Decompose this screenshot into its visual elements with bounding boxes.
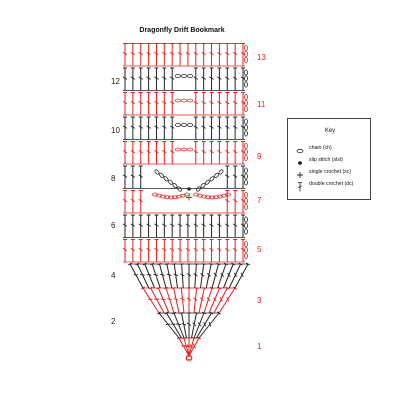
double-crochet-stitch [162,117,166,140]
double-crochet-stitch [139,44,143,67]
double-crochet-stitch [202,215,206,238]
double-crochet-stitch [194,68,198,91]
double-crochet-stitch [202,68,206,91]
chain-stitch [245,174,248,179]
chain-stitch [245,241,248,246]
chain-stitch [181,124,186,127]
double-crochet-stitch [170,68,174,91]
double-crochet-stitch [154,117,158,140]
double-crochet-stitch [217,44,221,67]
double-crochet-stitch [186,240,190,263]
double-crochet-stitch [123,215,127,238]
chain-stitch [175,99,180,102]
double-crochet-stitch [233,44,237,67]
double-crochet-stitch [123,68,127,91]
key-item-single-crochet [294,167,370,177]
double-crochet-stitch [217,240,221,263]
double-crochet-stitch [170,93,174,116]
chain-stitch [245,204,248,209]
double-crochet-stitch [123,191,127,214]
double-crochet-stitch [131,142,135,165]
double-crochet-stitch [235,263,250,288]
key-item-chain [294,143,370,153]
chain-stitch [175,75,180,78]
double-crochet-stitch [162,240,166,263]
double-crochet-stitch [194,215,198,238]
double-crochet-stitch [136,263,149,288]
double-crochet-stitch [225,215,229,238]
chain-stitch [245,149,248,154]
double-crochet-stitch [131,68,135,91]
row-number-left: 8 [111,174,116,183]
double-crochet-stitch [217,215,221,238]
double-crochet-stitch [154,44,158,67]
chain-stitch [245,76,248,81]
double-crochet-stitch [154,93,158,116]
double-crochet-stitch [210,44,214,67]
double-crochet-stitch [194,44,198,67]
chain-stitch [181,148,186,151]
key-label-slip-stitch: slip stitch (slst) [309,157,344,163]
double-crochet-stitch [162,44,166,67]
double-crochet-stitch [150,263,160,288]
double-crochet-stitch [154,215,158,238]
double-crochet-stitch [233,191,237,214]
double-crochet-stitch [139,68,143,91]
chain-stitch [245,168,248,173]
double-crochet-stitch [162,215,166,238]
chain-stitch [187,124,192,127]
double-crochet-stitch [202,117,206,140]
key-label-double-crochet: double crochet (dc) [309,181,354,187]
chain-stitch [245,253,248,258]
double-crochet-stitch [147,215,151,238]
double-crochet-stitch [210,68,214,91]
row-number-right: 7 [257,196,262,205]
double-crochet-stitch [139,215,143,238]
row-number-left: 12 [111,77,120,86]
chain-stitch [177,186,183,192]
double-crochet-stitch [147,93,151,116]
key-item-double-crochet [294,179,370,189]
double-crochet-stitch [187,288,191,313]
key-label-chain: chain (ch) [309,145,332,151]
double-crochet-stitch [194,288,199,313]
chain-stitch [245,223,248,228]
double-crochet-stitch [139,240,143,263]
double-crochet-stitch [225,166,229,189]
double-crochet-stitch [225,93,229,116]
double-crochet-stitch [154,240,158,263]
double-crochet-stitch [210,215,214,238]
double-crochet-stitch [123,142,127,165]
double-crochet-stitch [147,240,151,263]
double-crochet-stitch [187,264,191,288]
chain-stitch [245,131,248,136]
chain-stitch [245,180,248,185]
double-crochet-stitch [217,93,221,116]
slip-stitch [187,187,191,190]
chain-stitch [245,82,248,87]
double-crochet-stitch [204,287,214,313]
double-crochet-stitch [139,93,143,116]
double-crochet-stitch [210,240,214,263]
double-crochet-stitch [192,313,199,338]
double-crochet-stitch [131,44,135,67]
double-crochet-stitch [233,166,237,189]
double-crochet-stitch [233,215,237,238]
double-crochet-stitch [139,142,143,165]
double-crochet-stitch [123,166,127,189]
double-crochet-stitch [225,117,229,140]
chain-stitch [245,125,248,130]
double-crochet-stitch [210,142,214,165]
double-crochet-stitch [233,142,237,165]
double-crochet-stitch [218,263,228,288]
double-crochet-stitch [187,313,191,338]
double-crochet-stitch [194,93,198,116]
chain-stitch [245,51,248,56]
double-crochet-stitch [164,287,174,313]
chain-stitch [245,100,248,105]
double-crochet-stitch [229,263,242,288]
chain-icon [294,143,306,153]
double-crochet-stitch [131,191,135,214]
double-crochet-stitch [194,240,198,263]
double-crochet-stitch [233,68,237,91]
chain-stitch [245,247,248,252]
double-crochet-stitch [139,166,143,189]
chain-stitch [245,155,248,160]
double-crochet-stitch [141,287,159,313]
chain-stitch [245,119,248,124]
row-number-left: 10 [111,126,120,135]
double-crochet-stitch [162,68,166,91]
double-crochet-stitch [186,215,190,238]
double-crochet-stitch [202,44,206,67]
chain-stitch [245,198,248,203]
row-number-right: 9 [257,152,262,161]
chain-stitch [187,148,192,151]
double-crochet-stitch [139,191,143,214]
chain-stitch [181,99,186,102]
double-crochet-stitch [189,337,201,356]
double-crochet-stitch [131,240,135,263]
double-crochet-stitch [194,117,198,140]
row-number-right: 11 [257,100,266,109]
row-number-left: 2 [111,317,116,326]
double-crochet-stitch [131,166,135,189]
double-crochet-stitch [202,142,206,165]
chain-stitch [245,229,248,234]
double-crochet-stitch [210,93,214,116]
row-number-right: 1 [257,342,262,351]
double-crochet-stitch [139,117,143,140]
double-crochet-stitch [147,44,151,67]
single-crochet-icon [294,167,306,177]
double-crochet-stitch [162,93,166,116]
double-crochet-stitch [206,264,213,288]
double-crochet-stitch [202,240,206,263]
double-crochet-stitch [233,240,237,263]
double-crochet-stitch [225,240,229,263]
double-crochet-stitch [217,68,221,91]
double-crochet-stitch [178,240,182,263]
row-number-right: 13 [257,53,266,62]
double-crochet-stitch [194,264,199,288]
double-crochet-stitch [180,264,185,288]
double-crochet-stitch [123,240,127,263]
chain-stitch [181,75,186,78]
double-crochet-stitch [178,215,182,238]
double-crochet-stitch [180,313,187,338]
double-crochet-stitch [154,68,158,91]
double-crochet-stitch [123,117,127,140]
key-legend [287,118,371,200]
double-crochet-stitch [217,117,221,140]
double-crochet-stitch [162,142,166,165]
key-label-single-crochet: single crochet (sc) [309,169,352,175]
double-crochet-stitch [233,117,237,140]
double-crochet-stitch [225,142,229,165]
chain-stitch [175,124,180,127]
double-crochet-stitch [178,44,182,67]
chain-stitch [187,75,192,78]
single-crochet-stitch [186,195,192,201]
row-number-right: 5 [257,245,262,254]
row-number-left: 6 [111,221,116,230]
double-crochet-stitch [186,44,190,67]
row-number-left: 4 [111,271,116,280]
row-number-right: 3 [257,296,262,305]
double-crochet-stitch [131,117,135,140]
chain-stitch [187,99,192,102]
double-crochet-stitch [131,93,135,116]
chain-stitch [245,217,248,222]
key-title: Key [324,128,336,134]
double-crochet-stitch [170,44,174,67]
double-crochet-stitch [147,142,151,165]
double-crochet-stitch [123,44,127,67]
slip-stitch-icon [294,155,306,165]
double-crochet-stitch [170,240,174,263]
double-crochet-stitch [225,44,229,67]
chain-stitch [245,70,248,75]
double-crochet-stitch [170,215,174,238]
double-crochet-icon [294,179,306,189]
double-crochet-stitch [202,93,206,116]
chain-stitch [245,106,248,111]
chain-stitch [186,357,191,360]
double-crochet-stitch [233,93,237,116]
double-crochet-stitch [170,117,174,140]
double-crochet-stitch [170,142,174,165]
chart-title: Dragonfly Drift Bookmark [139,27,225,34]
double-crochet-stitch [154,142,158,165]
double-crochet-stitch [179,288,184,313]
double-crochet-stitch [131,215,135,238]
double-crochet-stitch [128,263,143,288]
chain-stitch [245,94,248,99]
double-crochet-stitch [210,117,214,140]
double-crochet-stitch [147,68,151,91]
chain-stitch [175,148,180,151]
chain-stitch [196,186,202,192]
double-crochet-stitch [147,117,151,140]
chain-stitch [245,45,248,50]
chain-stitch [245,192,248,197]
double-crochet-stitch [194,142,198,165]
double-crochet-stitch [200,264,205,288]
double-crochet-stitch [165,264,172,288]
chain-stitch [245,143,248,148]
chain-stitch [245,57,248,62]
double-crochet-stitch [225,68,229,91]
double-crochet-stitch [182,337,189,356]
key-item-slip-stitch [294,155,370,165]
double-crochet-stitch [123,93,127,116]
double-crochet-stitch [172,264,178,288]
double-crochet-stitch [217,142,221,165]
